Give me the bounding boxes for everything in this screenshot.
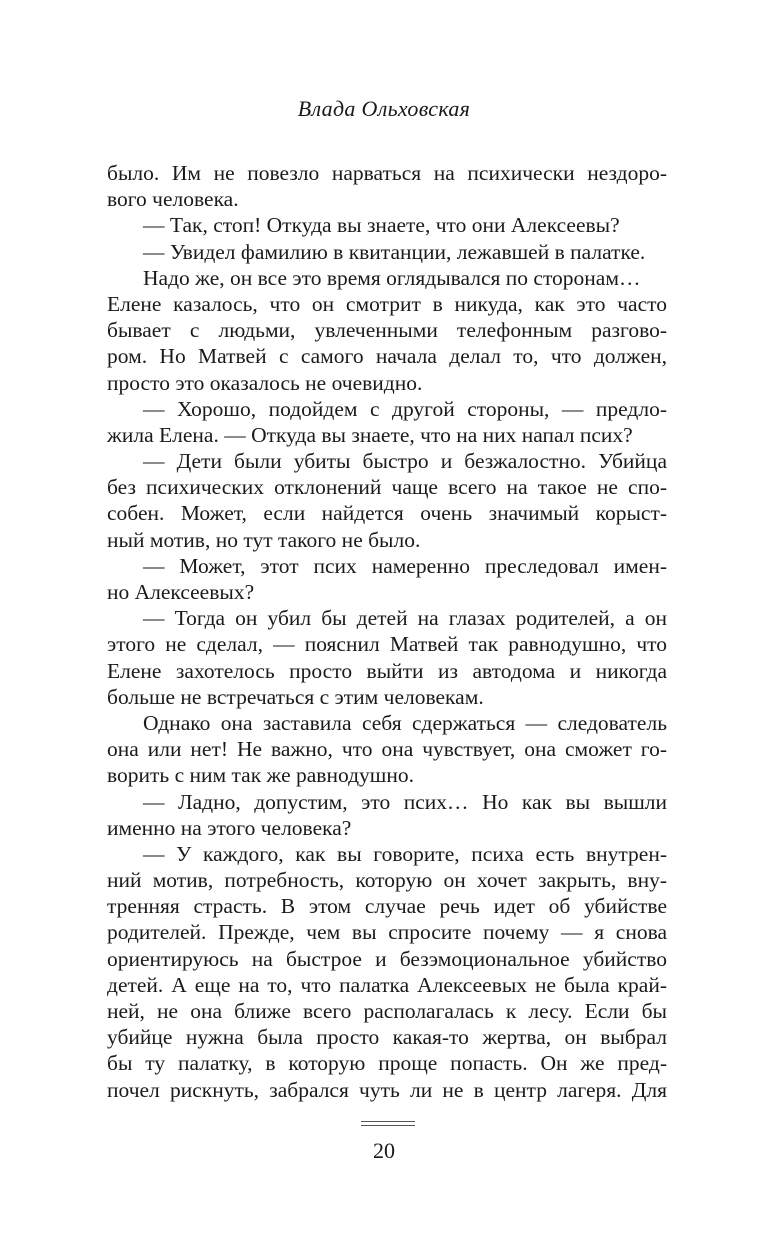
text-line: было. Им не повезло нарваться на психически нездоро- — [107, 161, 667, 185]
folio-rule — [361, 1121, 415, 1126]
text-line: именно на этого человека? — [107, 815, 352, 840]
text-line: — Хорошо, подойдем с другой стороны, — предло- — [143, 396, 667, 421]
text-line: Надо же, он все это время оглядывался по сторонам… — [143, 265, 641, 290]
text-line: больше не встречаться с этим человекам. — [107, 684, 484, 709]
text-line: Однако она заставила себя сдержаться — следователь — [143, 710, 667, 735]
text-line: ворить с ним так же равнодушно. — [107, 763, 414, 788]
text-line: Елене захотелось просто выйти из автодома и никогда — [107, 658, 667, 683]
text-line: — Тогда он убил бы детей на глазах родителей, а он — [143, 606, 667, 631]
text-line: но Алексеевых? — [107, 580, 255, 604]
body-text — [107, 160, 667, 1103]
running-head-author: Влада Ольховская — [297, 96, 471, 121]
text-line: она или нет! Не важно, что она чувствует, она сможет го- — [107, 737, 667, 762]
text-line: — У каждого, как вы говорите, психа есть внутрен- — [143, 841, 667, 866]
text-line: собен. Может, если найдется очень значимый корыст- — [107, 501, 667, 526]
text-line: без психических отклонений чаще всего на такое не спо- — [107, 475, 667, 500]
text-line: — Так, стоп! Откуда вы знаете, что они Алексеевы? — [143, 213, 620, 238]
text-line: вого человека. — [107, 187, 239, 212]
text-line: жила Елена. — Откуда вы знаете, что на них напал псих? — [107, 422, 633, 447]
text-line: — Может, этот псих намеренно преследовал имен- — [143, 553, 667, 578]
text-line: почел рискнуть, забрался чуть ли не в центр лагеря. Для — [107, 1077, 667, 1102]
text-line: ром. Но Матвей с самого начала делал то, что должен, — [107, 344, 667, 369]
text-line: ориентируюсь на быстрое и безэмоциональное убийство — [107, 946, 667, 971]
text-line: — Ладно, допустим, это псих… Но как вы вышли — [143, 789, 667, 814]
text-line: Елене казалось, что он смотрит в никуда, как это часто — [107, 291, 667, 316]
text-line: ней, не она ближе всего располагалась к лесу. Если бы — [107, 999, 667, 1023]
text-line: детей. А еще на то, что палатка Алексеевых не была край- — [107, 972, 667, 997]
text-line: ный мотив, но тут такого не было. — [107, 527, 421, 552]
text-line: бывает с людьми, увлеченными телефонным разгово- — [107, 318, 667, 343]
text-line: родителей. Прежде, чем вы спросите почему — я снова — [107, 920, 667, 945]
text-line: — Увидел фамилию в квитанции, лежавшей в палатке. — [143, 239, 646, 264]
text-line: этого не сделал, — пояснил Матвей так равнодушно, что — [107, 632, 667, 657]
text-line: бы ту палатку, в которую проще попасть. Он же пред- — [107, 1051, 667, 1076]
text-line: тренняя страсть. В этом случае речь идет об убийстве — [107, 894, 667, 919]
text-line: просто это оказалось не очевидно. — [107, 370, 423, 395]
text-line: — Дети были убиты быстро и безжалостно. Убийца — [143, 449, 667, 474]
text-line: убийце нужна была просто какая-то жертва, он выбрал — [107, 1025, 667, 1050]
text-line: ний мотив, потребность, которую он хочет закрыть, вну- — [107, 868, 667, 893]
page-number: 20 — [373, 1138, 395, 1163]
